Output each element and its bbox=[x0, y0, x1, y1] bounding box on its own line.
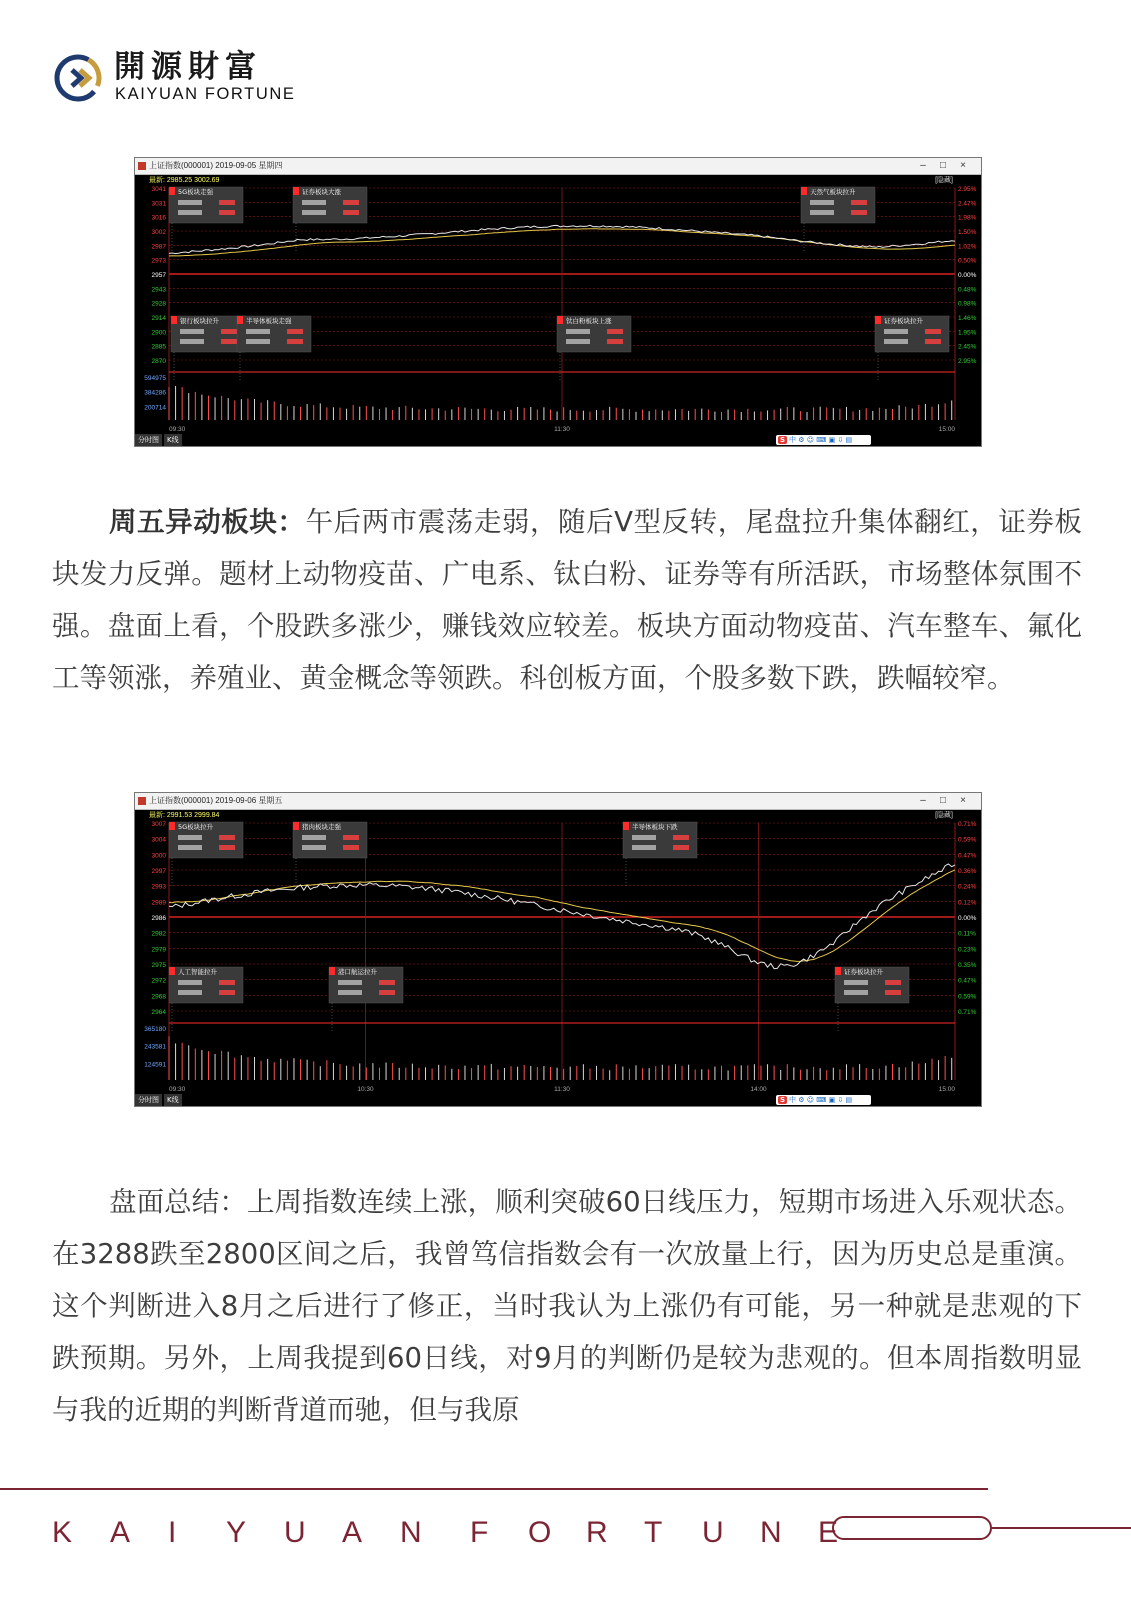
footer-letter: F bbox=[470, 1516, 489, 1549]
y-tick-label: 2979 bbox=[151, 946, 166, 954]
y-tick-label: 2928 bbox=[151, 300, 166, 308]
chart-infobar bbox=[135, 811, 981, 821]
footer-rule bbox=[0, 1488, 988, 1490]
brand-name-cn: 開源財富 bbox=[114, 49, 262, 85]
y-tick-label: 3031 bbox=[151, 200, 166, 208]
footer-letter: Y bbox=[226, 1516, 247, 1549]
sector-annotation bbox=[169, 967, 243, 1003]
svg-text:猪肉板块走强: 猪肉板块走强 bbox=[302, 823, 341, 831]
footer-ornament bbox=[832, 1516, 992, 1540]
maximize-icon[interactable]: □ bbox=[939, 795, 947, 806]
y-tick-label: 2973 bbox=[151, 257, 166, 265]
sector-annotation bbox=[293, 822, 367, 858]
pct-tick-label: 0.59% bbox=[958, 836, 977, 844]
y-tick-label: 2900 bbox=[151, 329, 166, 337]
chart-canvas bbox=[135, 821, 982, 1096]
footer-letter: A bbox=[342, 1516, 363, 1549]
y-tick-label: 2957 bbox=[151, 272, 166, 279]
sector-annotation bbox=[801, 187, 875, 223]
y-tick-label: 2997 bbox=[151, 868, 166, 875]
app-icon bbox=[138, 797, 146, 805]
paragraph-body: 午后两市震荡走弱，随后V型反转，尾盘拉升集体翻红，证券板块发力反弹。题材上动物疫苗、广电系、钛白粉、证券等有所活跃，市场整体氛围不强。盘面上看，个股跌多涨少，赚钱效应较差。板块方面动物疫苗、汽车整车、氟化工等领涨，养殖业、黄金概念等领跌。科创板方面，个股多数下跌，跌幅较窄。 bbox=[52, 506, 1083, 694]
svg-text:半导体板块下跌: 半导体板块下跌 bbox=[632, 823, 678, 831]
paragraph-body: 盘面总结：上周指数连续上涨，顺利突破60日线压力，短期市场进入乐观状态。在3288跌至2800区间之后，我曾笃信指数会有一次放量上行，因为历史总是重演。这个判断进入8月之后进行了修正，当时我认为上涨仍有可能，另一种就是悲观的下跌预期。另外，上周我提到60日线，对9月的判断仍是较为悲观的。但本周指数明显与我的近期的判断背道而驰，但与我原 bbox=[52, 1186, 1082, 1426]
y-tick-label: 3016 bbox=[151, 214, 166, 222]
pct-tick-label: 0.00% bbox=[958, 272, 977, 279]
close-icon[interactable]: × bbox=[960, 160, 966, 171]
footer-letter: U bbox=[284, 1516, 306, 1549]
price-info: 最新: 2985.25 3002.69 bbox=[149, 177, 220, 184]
y-tick-label: 2989 bbox=[151, 899, 166, 907]
pct-tick-label: 2.47% bbox=[958, 200, 977, 208]
svg-text:港口航运拉升: 港口航运拉升 bbox=[338, 968, 377, 976]
ime-toolbar[interactable]: S 中 ⚙ ☺ ⌨ ▣ ⇩ ▤ bbox=[776, 435, 871, 445]
volume-tick-label: 124591 bbox=[144, 1061, 166, 1069]
paragraph-market-summary bbox=[52, 1176, 1082, 1436]
time-tick-label: 15:00 bbox=[938, 1086, 955, 1093]
paragraph-lead: 周五异动板块： bbox=[109, 506, 306, 538]
intraday-chart-1 bbox=[134, 157, 982, 447]
tab-intraday[interactable]: 分时图 bbox=[135, 434, 162, 446]
svg-text:半导体板块走强: 半导体板块走强 bbox=[246, 317, 292, 325]
pct-tick-label: 2.95% bbox=[958, 358, 977, 365]
pct-tick-label: 0.24% bbox=[958, 883, 977, 891]
maximize-icon[interactable]: □ bbox=[939, 160, 947, 171]
chart-title: 上证指数(000001) 2019-09-05 星期四 bbox=[149, 161, 283, 170]
volume-tick-label: 365180 bbox=[144, 1026, 166, 1033]
sector-annotation bbox=[169, 822, 243, 858]
sogou-icon: S bbox=[780, 1096, 786, 1104]
footer-letter: R bbox=[586, 1516, 608, 1549]
intraday-chart-2 bbox=[134, 792, 982, 1107]
pct-tick-label: 1.02% bbox=[958, 243, 977, 251]
minimize-icon[interactable]: – bbox=[920, 795, 926, 806]
svg-text:5G板块拉升: 5G板块拉升 bbox=[178, 823, 214, 831]
kaiyuan-logo-icon bbox=[52, 52, 104, 104]
volume-tick-label: 384286 bbox=[144, 389, 166, 397]
footer-letter: T bbox=[644, 1516, 663, 1549]
y-tick-label: 2885 bbox=[151, 343, 166, 351]
sector-annotation bbox=[169, 187, 243, 223]
sector-annotation bbox=[557, 316, 631, 352]
svg-text:证券板块拉升: 证券板块拉升 bbox=[844, 968, 883, 976]
pct-tick-label: 0.71% bbox=[958, 821, 977, 828]
chart-titlebar bbox=[135, 158, 981, 175]
price-info: 最新: 2991.53 2999.84 bbox=[149, 812, 220, 819]
pct-tick-label: 2.95% bbox=[958, 186, 977, 193]
pct-tick-label: 0.11% bbox=[958, 930, 976, 938]
y-tick-label: 2870 bbox=[151, 358, 166, 365]
sector-annotation bbox=[623, 822, 697, 858]
paragraph-sector-moves bbox=[52, 496, 1082, 704]
sector-annotation bbox=[875, 316, 949, 352]
svg-text:证券板块大涨: 证券板块大涨 bbox=[302, 188, 341, 196]
tab-intraday[interactable]: 分时图 bbox=[135, 1094, 162, 1106]
footer-letter: O bbox=[528, 1516, 552, 1549]
pct-tick-label: 0.47% bbox=[958, 977, 977, 985]
y-tick-label: 2964 bbox=[151, 1009, 166, 1016]
chart-titlebar bbox=[135, 793, 981, 810]
pct-tick-label: 0.71% bbox=[958, 1009, 977, 1016]
sector-annotation bbox=[329, 967, 403, 1003]
y-tick-label: 3000 bbox=[151, 852, 166, 860]
volume-tick-label: 243581 bbox=[144, 1043, 166, 1051]
time-tick-label: 15:00 bbox=[938, 426, 955, 433]
pct-tick-label: 0.50% bbox=[958, 257, 977, 265]
sector-annotation bbox=[835, 967, 909, 1003]
ime-toolbar[interactable]: S 中 ⚙ ☺ ⌨ ▣ ⇩ ▤ bbox=[776, 1095, 871, 1105]
footer-letter: I bbox=[168, 1516, 177, 1549]
y-tick-label: 2943 bbox=[151, 286, 166, 294]
time-tick-label: 09:30 bbox=[169, 1086, 186, 1093]
footer-letter: A bbox=[110, 1516, 131, 1549]
sogou-icon: S bbox=[780, 436, 786, 444]
y-tick-label: 3002 bbox=[151, 229, 166, 236]
footer-letter: U bbox=[702, 1516, 724, 1549]
app-icon bbox=[138, 162, 146, 170]
svg-text:钛白粉板块上涨: 钛白粉板块上涨 bbox=[566, 317, 612, 325]
tab-kline[interactable]: K线 bbox=[164, 1094, 182, 1106]
pct-tick-label: 0.48% bbox=[958, 286, 977, 294]
time-tick-label: 11:30 bbox=[554, 426, 570, 433]
footer-letter: N bbox=[400, 1516, 422, 1549]
y-tick-label: 2986 bbox=[151, 915, 166, 922]
pct-tick-label: 1.50% bbox=[958, 229, 977, 236]
pct-tick-label: 0.23% bbox=[958, 946, 977, 954]
sector-annotation bbox=[293, 187, 367, 223]
y-tick-label: 2972 bbox=[151, 977, 166, 985]
minimize-icon[interactable]: – bbox=[920, 160, 926, 171]
svg-text:5G板块走强: 5G板块走强 bbox=[178, 188, 214, 196]
svg-text:证券板块拉升: 证券板块拉升 bbox=[884, 317, 923, 325]
chart-infobar bbox=[135, 176, 981, 186]
y-tick-label: 2968 bbox=[151, 993, 166, 1001]
sector-annotation bbox=[171, 316, 245, 352]
pct-tick-label: 0.12% bbox=[958, 899, 977, 907]
y-tick-label: 2914 bbox=[151, 315, 166, 322]
hide-toggle[interactable]: [隐藏] bbox=[935, 177, 953, 184]
tab-kline[interactable]: K线 bbox=[164, 434, 182, 446]
y-tick-label: 2993 bbox=[151, 883, 166, 891]
sector-annotation bbox=[237, 316, 311, 352]
pct-tick-label: 0.59% bbox=[958, 993, 977, 1001]
brand-logo bbox=[52, 50, 302, 110]
pct-tick-label: 2.45% bbox=[958, 343, 977, 351]
pct-tick-label: 0.35% bbox=[958, 962, 977, 969]
pct-tick-label: 1.98% bbox=[958, 214, 977, 222]
hide-toggle[interactable]: [隐藏] bbox=[935, 812, 953, 819]
svg-text:人工智能拉升: 人工智能拉升 bbox=[178, 968, 217, 976]
footer-letter: K bbox=[52, 1516, 73, 1549]
y-tick-label: 2987 bbox=[151, 243, 166, 251]
y-tick-label: 2975 bbox=[151, 962, 166, 969]
y-tick-label: 2982 bbox=[151, 930, 166, 938]
y-tick-label: 3004 bbox=[151, 836, 166, 844]
svg-text:天然气板块拉升: 天然气板块拉升 bbox=[810, 188, 856, 196]
time-tick-label: 10:30 bbox=[357, 1086, 374, 1093]
close-icon[interactable]: × bbox=[960, 795, 966, 806]
footer-letter: E bbox=[818, 1516, 839, 1549]
svg-text:银行板块拉升: 银行板块拉升 bbox=[180, 317, 219, 325]
chart-canvas bbox=[135, 186, 982, 436]
time-tick-label: 11:30 bbox=[554, 1086, 570, 1093]
pct-tick-label: 0.98% bbox=[958, 300, 977, 308]
y-tick-label: 3041 bbox=[151, 186, 166, 193]
pct-tick-label: 0.00% bbox=[958, 915, 977, 922]
pct-tick-label: 0.36% bbox=[958, 868, 977, 875]
time-tick-label: 14:00 bbox=[750, 1086, 767, 1093]
footer-ornament-line bbox=[992, 1527, 1131, 1529]
pct-tick-label: 0.47% bbox=[958, 852, 977, 860]
pct-tick-label: 1.46% bbox=[958, 315, 977, 322]
footer-letter: N bbox=[760, 1516, 782, 1549]
brand-name-en: KAIYUAN FORTUNE bbox=[115, 85, 296, 103]
pct-tick-label: 1.95% bbox=[958, 329, 977, 337]
chart-title: 上证指数(000001) 2019-09-06 星期五 bbox=[149, 796, 283, 805]
y-tick-label: 3007 bbox=[151, 821, 166, 828]
volume-tick-label: 594975 bbox=[144, 375, 166, 382]
volume-tick-label: 200714 bbox=[144, 404, 166, 412]
time-tick-label: 09:30 bbox=[169, 426, 186, 433]
